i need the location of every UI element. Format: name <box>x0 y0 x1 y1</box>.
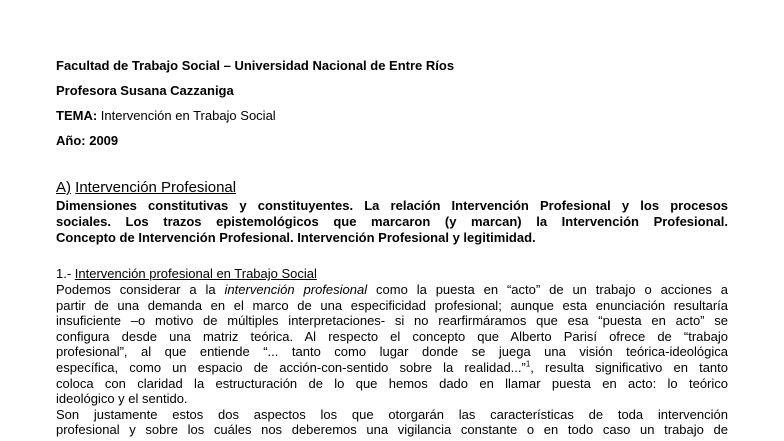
subsection-title: Intervención profesional en Trabajo Social <box>74 266 317 281</box>
subsection-heading <box>56 266 317 281</box>
dimensions-line: Dimensiones constitutivas y constituyentes. La relación Intervención Profesional y los procesos <box>56 198 728 213</box>
body-line: partir de una demanda en el marco de una especificidad profesional; aunque esta enunciación resultaría <box>56 297 728 313</box>
body-paragraph <box>56 282 728 438</box>
body-line: coloca con claridad la estructuración de lo que hemos dado en llamar puesta en acto: lo teórico <box>56 375 728 391</box>
section-a-title: Intervención Profesional <box>75 179 237 196</box>
body-text-run: específica, como un espacio de acción-con-sentido sobre la realidad...” <box>56 359 526 375</box>
dimensions-paragraph <box>56 198 728 246</box>
dimensions-line: Concepto de Intervención Profesional. Intervención Profesional y legitimidad. <box>56 230 536 245</box>
body-text-run: , resulta significativo en tanto <box>530 359 728 375</box>
year-line: Año: 2009 <box>56 133 119 148</box>
body-text-run: Podemos considerar a la <box>56 282 225 297</box>
body-line: insuficiente –o motivo de múltiples interpretaciones- si no rearfirmáramos que esa “puesta en acto” se <box>56 313 728 329</box>
body-line <box>56 360 728 376</box>
professor-line: Profesora Susana Cazzaniga <box>56 83 234 98</box>
body-text-run: como la puesta en “acto” de un trabajo o acciones a <box>367 282 728 297</box>
body-line: profesional y sobre los cuáles nos deberemos una vigilancia constante o en todo caso un trabajo de <box>56 422 728 438</box>
body-line: ideológico y el sentido. <box>56 391 188 407</box>
section-a-prefix: A) <box>56 179 71 196</box>
body-line: Son justamente estos dos aspectos los que otorgarán las características de toda intervención <box>56 406 728 422</box>
emphasis-text: intervención profesional <box>224 282 368 297</box>
footnote-ref: 1 <box>525 359 531 369</box>
dimensions-line: sociales. Los trazos epistemológicos que marcaron (y marcan) la Intervención Profesional. <box>56 214 728 229</box>
tema-label: TEMA: <box>56 108 98 123</box>
faculty-line: Facultad de Trabajo Social – Universidad Nacional de Entre Ríos <box>56 58 455 73</box>
section-a-heading <box>56 179 236 196</box>
body-line: configura desde una matriz teórica. Al respecto el concepto que Alberto Parisí ofrece de “trabajo <box>56 328 728 344</box>
tema-value: Intervención en Trabajo Social <box>100 108 276 123</box>
body-line: profesional”, al que entiende “... tanto como lugar donde se juega una visión teórica-ideológica <box>56 344 728 360</box>
subsection-number: 1.- <box>56 266 72 281</box>
body-line <box>56 282 728 298</box>
tema-line <box>56 108 276 123</box>
